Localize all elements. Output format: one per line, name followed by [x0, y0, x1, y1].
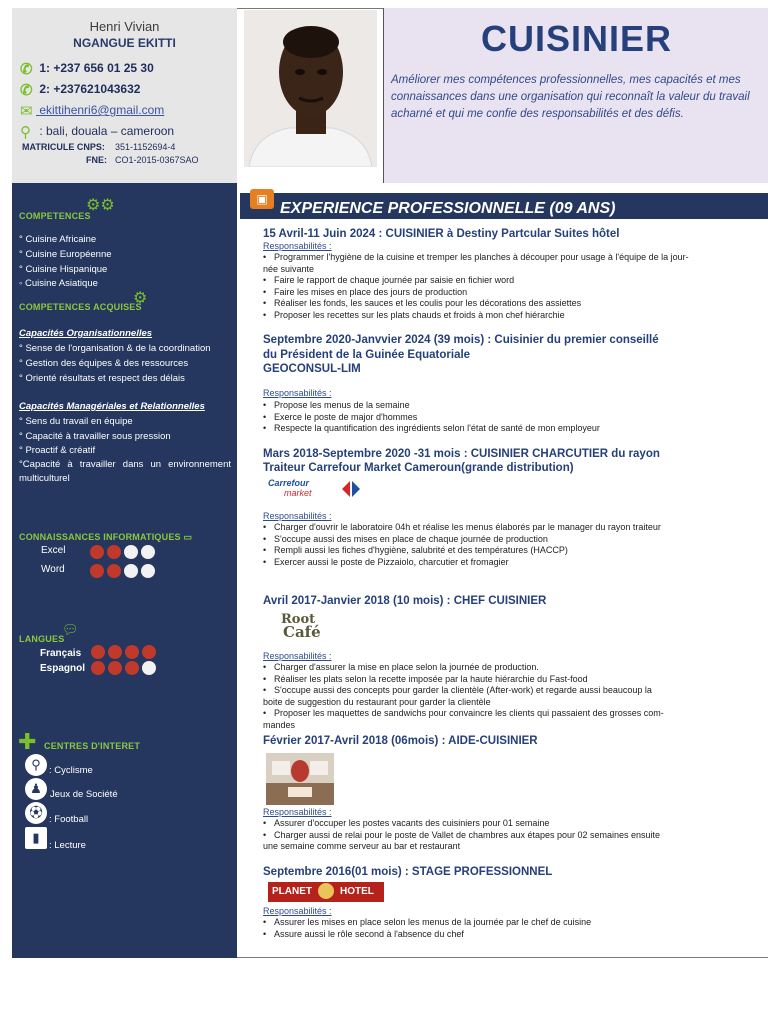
level-dot-filled	[125, 645, 139, 659]
game-icon: ♟	[25, 778, 47, 800]
job-title: Septembre 2016(01 mois) : STAGE PROFESSIONNEL	[263, 866, 553, 878]
bullet: • Rempli aussi les fiches d'hygiène, salubrité et des températures (HACCP)	[263, 545, 718, 557]
matricule-label: MATRICULE CNPS:	[22, 142, 105, 152]
profile-photo	[244, 10, 377, 167]
carrefour-logo-text: Carrefour	[268, 478, 310, 488]
managerial-item: ° Proactif & créatif	[19, 445, 96, 456]
mail-icon: ✉	[20, 103, 33, 120]
level-dot-filled	[91, 645, 105, 659]
org-item: ° Sense de l'organisation & de la coordination	[19, 343, 211, 354]
planet-hotel-logo-text: PLANET	[272, 886, 312, 897]
bullet-continued: boite de suggestion du restaurant pour garder la clientèle	[263, 696, 491, 707]
it-skills-title: CONNAISSANCES INFORMATIQUES	[19, 532, 181, 542]
job-bullets	[263, 818, 718, 853]
bullet: • Respecte la quantification des ingrédients selon l'état de santé de mon employeur	[263, 423, 718, 435]
language-level-spanish	[91, 661, 156, 675]
language-level-french	[91, 645, 156, 659]
interests-heading: CENTRES D'INTERET	[44, 741, 141, 751]
responsibilities-label: Responsabilités :	[263, 511, 332, 521]
job-title-line2: du Président de la Guinée Equatoriale	[263, 349, 471, 361]
fne-label: FNE:	[86, 155, 107, 165]
competence-item: ° Cuisine Hispanique	[19, 264, 108, 275]
managerial-heading: Capacités Managériales et Relationnelles	[19, 401, 205, 412]
level-dot-filled	[107, 545, 121, 559]
matricule-value: 351-1152694-4	[115, 142, 176, 152]
bullet: • Proposer les recettes sur les plats chauds et froids à mon chef hiérarchie	[263, 310, 718, 322]
job-title: 15 Avril-11 Juin 2024 : CUISINIER à Destiny Partcular Suites hôtel	[263, 228, 620, 240]
bullet: • Faire les mises en place des jours de production	[263, 287, 718, 299]
speech-bubble-icon: 💬︎	[62, 622, 79, 637]
interest-item: : Lecture	[49, 840, 86, 851]
skill-level-excel	[90, 545, 155, 559]
address: : bali, douala – cameroon	[39, 124, 175, 138]
bullet-continued: une semaine comme serveur au bar et restaurant	[263, 841, 461, 851]
phone-2[interactable]: 2: +237621043632	[39, 82, 141, 96]
bullet: • Réaliser les fonds, les sauces et les coulis pour les décorations des assiettes	[263, 298, 718, 310]
acquired-competences-heading: COMPETENCES ACQUISES	[19, 302, 142, 312]
org-item: ° Orienté résultats et respect des délais	[19, 373, 185, 384]
job-title: Avril 2017-Janvier 2018 (10 mois) : CHEF CUISINIER	[263, 595, 547, 607]
job-title: CUISINIER	[480, 18, 673, 59]
job-title: Septembre 2020-Janvvier 2024 (39 mois) : Cuisinier du premier conseillé	[263, 334, 659, 346]
phone-row-1	[20, 60, 154, 76]
bullet: • Propose les menus de la semaine	[263, 400, 718, 412]
bullet: • Assurer d'occuper les postes vacants des cuisiniers pour 01 semaine	[263, 818, 718, 830]
root-cafe-logo-text: Café	[283, 623, 321, 641]
level-dot-filled	[142, 645, 156, 659]
bullet: • Programmer l'hygiène de la cuisine et tremper les planches à découper pour usage à l'équipe de la jour-	[263, 252, 718, 264]
level-dot-empty	[142, 661, 156, 675]
level-dot-empty	[124, 564, 138, 578]
bullet: • Charger aussi de relai pour le poste de Vallet de chambres aux étapes pour 02 semaines ensuite	[263, 830, 718, 842]
level-dot-empty	[124, 545, 138, 559]
bicycle-icon: ⚲	[25, 754, 47, 776]
org-capacities-heading: Capacités Organisationnelles	[19, 328, 153, 339]
competences-heading: COMPETENCES	[19, 211, 91, 221]
football-icon: ⚽︎	[25, 802, 47, 824]
root-cafe-logo-text: Root	[281, 612, 316, 627]
job-bullets	[263, 917, 718, 940]
job-title-line2: Traiteur Carrefour Market Cameroun(grande distribution)	[263, 462, 574, 474]
bullet-continued: mandes	[263, 719, 296, 730]
book-icon: ▮	[25, 827, 47, 849]
experience-heading: EXPERIENCE PROFESSIONNELLE (09 ANS)	[280, 200, 616, 217]
puzzle-icon: ✚	[18, 729, 37, 754]
gears-icon: ⚙	[133, 290, 148, 307]
bullet: • Assure aussi le rôle second à l'absence du chef	[263, 929, 718, 941]
skill-name: Word	[41, 564, 65, 575]
phone-row-2	[20, 81, 140, 97]
bullet: • Proposer les maquettes de sandwichs pour convaincre les clients qui passaient des grosses com-	[263, 708, 718, 720]
job-title: Février 2017-Avril 2018 (06mois) : AIDE-CUISINIER	[263, 735, 538, 747]
language-name: Français	[40, 648, 82, 659]
org-item: ° Gestion des équipes & des ressources	[19, 358, 189, 369]
responsibilities-label: Responsabilités :	[263, 906, 332, 916]
level-dot-filled	[90, 545, 104, 559]
phone-icon: ✆	[20, 61, 33, 78]
interest-item: Jeux de Société	[50, 789, 118, 800]
computer-icon: ▭	[183, 532, 193, 542]
level-dot-empty	[141, 564, 155, 578]
bullet: • S'occupe aussi des mises en place de chaque journée de production	[263, 534, 718, 546]
briefcase-icon: ▣	[250, 189, 274, 209]
managerial-item: multiculturel	[19, 473, 70, 484]
address-row	[20, 123, 174, 139]
job-title: Mars 2018-Septembre 2020 -31 mois : CUISINIER CHARCUTIER du rayon	[263, 448, 660, 460]
fne-value: CO1-2015-0367SAO	[115, 155, 199, 165]
carrefour-symbol-icon	[340, 479, 362, 499]
level-dot-filled	[125, 661, 139, 675]
competence-item: ◦ Cuisine Asiatique	[19, 278, 98, 289]
bullet: • S'occupe aussi des concepts pour garder la clientèle (After-work) et regarde aussi beaucoup la	[263, 685, 718, 697]
managerial-item: ° Capacité à travailler sous pression	[19, 431, 171, 442]
planet-hotel-logo-text: HOTEL	[340, 886, 374, 897]
interest-item: : Football	[49, 814, 89, 825]
gears-icon: ⚙⚙	[86, 197, 115, 214]
bullet: • Charger d'ouvrir le laboratoire 04h et réalise les menus élaborés par le manager du rayon traiteur	[263, 522, 718, 534]
job-bullets	[263, 522, 718, 568]
email-link[interactable]: ekittihenri6@gmail.com	[39, 103, 165, 117]
location-pin-icon: ⚲	[20, 124, 31, 141]
job-bullets	[263, 662, 718, 731]
level-dot-empty	[141, 545, 155, 559]
competence-item: ° Cuisine Africaine	[19, 234, 97, 245]
responsibilities-label: Responsabilités :	[263, 388, 332, 398]
restaurant-photo	[266, 753, 334, 805]
bullet: • Charger d'assurer la mise en place selon la journée de production.	[263, 662, 718, 674]
languages-heading: LANGUES	[19, 634, 65, 644]
carrefour-logo	[268, 478, 364, 500]
first-name: Henri Vivian	[89, 19, 160, 34]
job-bullets	[263, 400, 718, 435]
language-name: Espagnol	[40, 663, 86, 674]
level-dot-filled	[90, 564, 104, 578]
bullet: • Exercer aussi le poste de Pizzaiolo, charcutier et fromagier	[263, 557, 718, 569]
responsibilities-label: Responsabilités :	[263, 651, 332, 661]
job-employer: GEOCONSUL-LIM	[263, 363, 361, 375]
competence-item: ° Cuisine Européenne	[19, 249, 112, 260]
level-dot-filled	[108, 661, 122, 675]
bullet: • Assurer les mises en place selon les menus de la journée par le chef de cuisine	[263, 917, 718, 929]
level-dot-filled	[107, 564, 121, 578]
job-bullets	[263, 252, 718, 321]
planet-hotel-logo	[268, 882, 384, 902]
bullet-continued: née suivante	[263, 263, 315, 274]
skill-name: Excel	[41, 545, 66, 556]
skill-level-word	[90, 564, 155, 578]
managerial-item: °Capacité à travailler dans un environnement	[19, 459, 231, 470]
responsibilities-label: Responsabilités :	[263, 807, 332, 817]
planet-globe-icon	[318, 883, 334, 899]
responsibilities-label: Responsabilités :	[263, 241, 332, 251]
root-cafe-logo	[275, 612, 365, 640]
bullet: • Faire le rapport de chaque journée par saisie en fichier word	[263, 275, 718, 287]
bullet: • Réaliser les plats selon la recette imposée par la haute hiérarchie du Fast-food	[263, 674, 718, 686]
last-name: NGANGUE EKITTI	[73, 36, 176, 50]
carrefour-logo-text: market	[284, 488, 312, 498]
email-row	[20, 102, 164, 118]
phone-1[interactable]: 1: +237 656 01 25 30	[39, 61, 154, 75]
level-dot-filled	[91, 661, 105, 675]
career-objective: Améliorer mes compétences professionnelles, mes capacités et mes connaissances dans une organisation qui reconnaît la valeur du travail acharné et qui me confie des responsabilités et des défis.	[391, 74, 750, 120]
managerial-item: ° Sens du travail en équipe	[19, 416, 133, 427]
it-skills-heading	[19, 532, 192, 543]
phone-icon: ✆	[20, 82, 33, 99]
level-dot-filled	[108, 645, 122, 659]
interest-item: : Cyclisme	[49, 765, 93, 776]
bullet: • Exerce le poste de major d'hommes	[263, 412, 718, 424]
